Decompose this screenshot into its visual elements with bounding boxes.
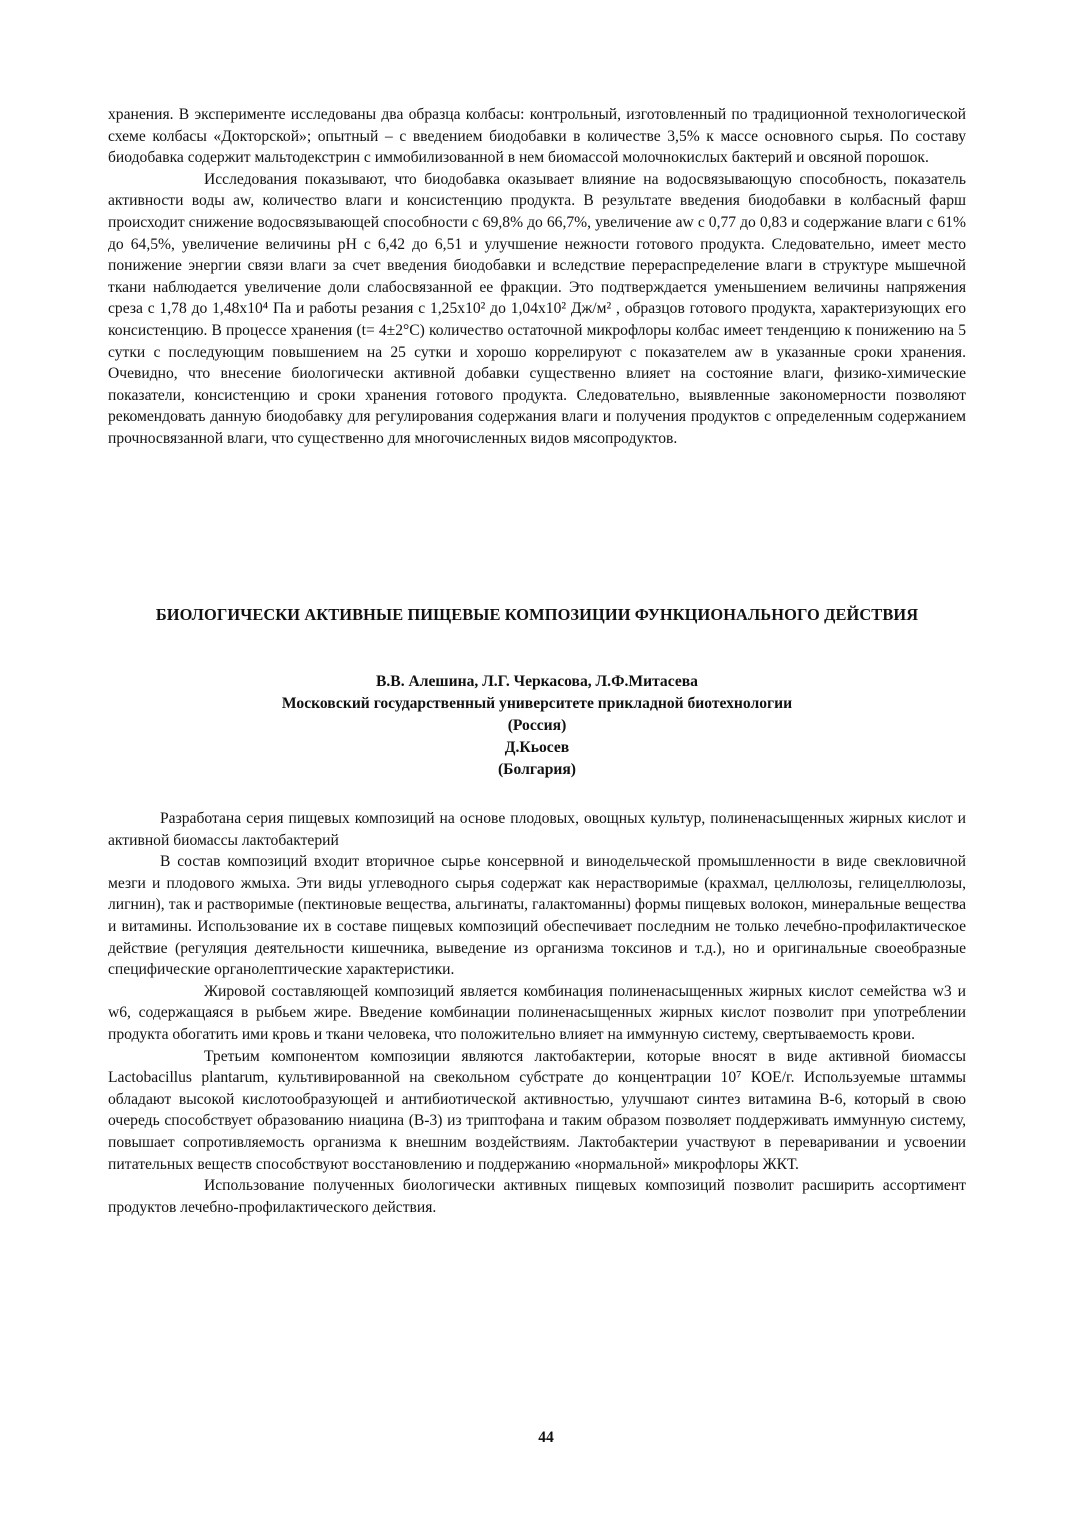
article-title: БИОЛОГИЧЕСКИ АКТИВНЫЕ ПИЩЕВЫЕ КОМПОЗИЦИИ ФУНКЦИОНАЛЬНОГО ДЕЙСТВИЯ bbox=[155, 605, 919, 624]
page-number: 44 bbox=[538, 1429, 554, 1446]
affiliation-line: Московский государственный университете прикладной биотехнологии bbox=[281, 695, 793, 712]
paragraph: Использование полученных биологически активных пищевых композиций позволит расширить ассортимент продуктов лечебно-профилактического действия. bbox=[108, 1177, 966, 1216]
country-line: (Болгария) bbox=[497, 761, 576, 778]
paragraph: В состав композиций входит вторичное сырье консервной и винодельческой промышленности в виде свекловичной мезги и плодового жмыха. Эти виды углеводного сырья содержат как нерастворимые (крахмал, целлюлозы, гелицеллюлозы, лигнин), так и растворимые (пектиновые вещества, альгинаты, галактоманны) формы пищевых волокон, минеральные вещества и витамины. Использование их в составе пищевых композиций обеспечивает последним не только лечебно-профилактическое действие (регуляция деятельности кишечника, выведение из организма токсинов и т.д.), но и оригинальные своеобразные специфические органолептические характеристики. bbox=[108, 853, 966, 979]
authors-line: Д.Кьосев bbox=[504, 739, 570, 756]
paragraph: Жировой составляющей композиций является комбинация полиненасыщенных жирных кислот семейства w3 и w6, содержащаяся в рыбьем жире. Введение комбинации полиненасыщенных жирных кислот позволит при употреблении продукта обогатить ими кровь и ткани человека, что положительно влияет на иммунную систему, свертываемость крови. bbox=[108, 982, 966, 1043]
author-block bbox=[108, 671, 966, 781]
paragraph: Исследования показывают, что биодобавка оказывает влияние на водосвязывающую способность, показатель активности воды aw, количество влаги и консистенцию продукта. В результате введения биодобавки в колбасный фарш происходит снижение водосвязывающей способности с 69,8% до 66,7%, увеличение aw с 0,77 до 0,83 и содержание влаги с 61% до 64,5%, увеличение величины pH с 6,42 до 6,51 и улучшение нежности готового продукта. Следовательно, имеет место понижение энергии связи влаги за счет введения биодобавки и вследствие перераспределение влаги в структуре мышечной ткани наблюдается увеличение доли слабосвязанной ее фракции. Это подтверждается уменьшением величины напряжения среза с 1,78 до 1,48x10⁴ Па и работы резания с 1,25x10² до 1,04x10² Дж/м² , образцов готового продукта, характеризующих его консистенцию. В процессе хранения (t= 4±2°С) количество остаточной микрофлоры колбас имеет тенденцию к понижению на 5 сутки с последующим повышением на 25 сутки и хорошо коррелируют с показателем aw в указанные сроки хранения. Очевидно, что внесение биологически активной добавки существенно влияет на состояние влаги, физико-химические показатели, консистенцию и сроки хранения готового продукта. Следовательно, выявленные закономерности позволяют рекомендовать данную биодобавку для регулирования содержания влаги и получения продуктов с определенным содержанием прочносвязанной влаги, что существенно для многочисленных видов мясопродуктов. bbox=[108, 170, 966, 447]
paragraph: хранения. В эксперименте исследованы два образца колбасы: контрольный, изготовленный по традиционной технологической схеме колбасы «Докторской»; опытный – с введением биодобавки в количестве 3,5% к массе основного сырья. По составу биодобавка содержит мальтодекстрин с иммобилизованной в нем биомассой молочнокислых бактерий и овсяной порошок. bbox=[108, 106, 966, 167]
country-line: (Россия) bbox=[507, 717, 567, 734]
article-body bbox=[108, 808, 966, 1218]
authors-line: В.В. Алешина, Л.Г. Черкасова, Л.Ф.Митасева bbox=[376, 673, 698, 690]
paragraph: Разработана серия пищевых композиций на основе плодовых, овощных культур, полиненасыщенных жирных кислот и активной биомассы лактобактерий bbox=[108, 810, 966, 849]
paragraph: Третьим компонентом композиции являются лактобактерии, которые вносят в виде активной биомассы Lactobacillus plantarum, культивированной на свекольном субстрате до концентрации 10⁷ КОЕ/г. Используемые штаммы обладают высокой кислотообразующей и антибиотической активностью, улучшают синтез витамина В-6, который в свою очередь способствует образованию ниацина (В-3) из триптофана и таким образом позволяет поддерживать иммунную систему, повышает сопротивляемость организма к внешним воздействиям. Лактобактерии участвуют в переваривании и усвоении питательных веществ способствуют восстановлению и поддержанию «нормальной» микрофлоры ЖКТ. bbox=[108, 1047, 966, 1173]
article-continuation bbox=[108, 104, 966, 450]
